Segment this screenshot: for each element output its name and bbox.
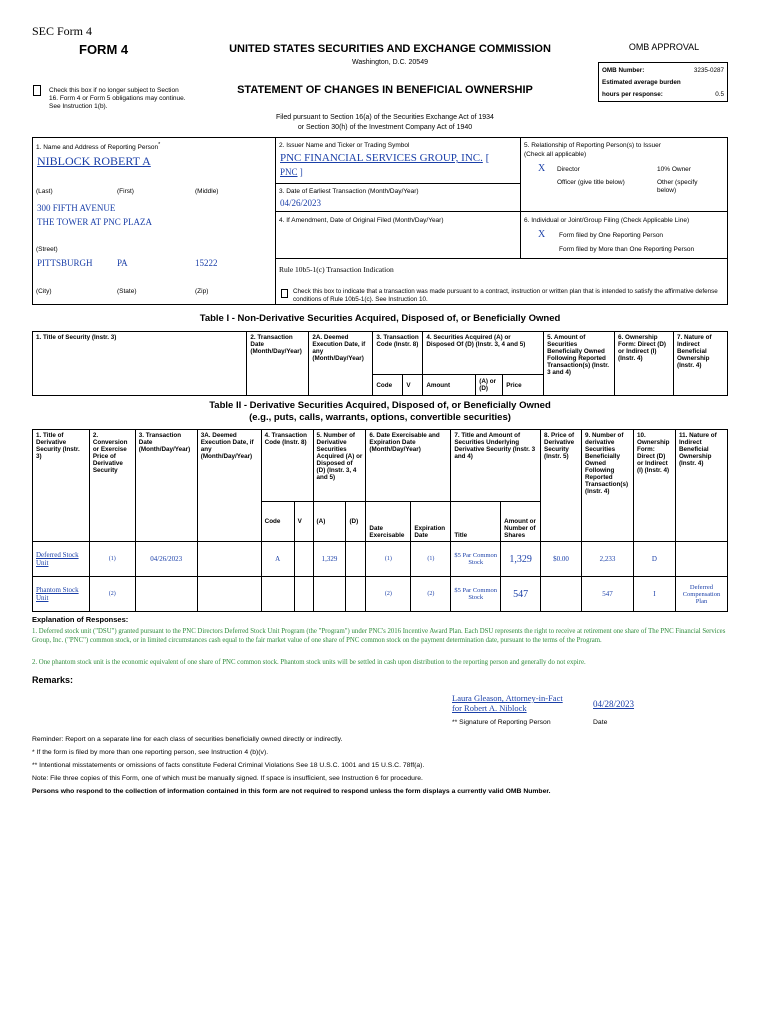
t2-r1-nature: Deferred Compensation Plan <box>675 577 727 612</box>
rule-10b5-box <box>275 258 728 305</box>
street-label: (Street) <box>36 246 58 253</box>
section16-checkbox[interactable] <box>33 85 41 96</box>
t2-col-date: 3. Transaction Date (Month/Day/Year) <box>135 430 197 542</box>
t2-col-deemed: 3A. Deemed Execution Date, if any (Month/Day/Year) <box>197 430 261 542</box>
footer-note-multiple: * If the form is filed by more than one reporting person, see Instruction 4 (b)(v). <box>32 749 269 756</box>
earliest-transaction-date: 04/26/2023 <box>280 198 322 208</box>
signature-label: ** Signature of Reporting Person <box>452 719 551 726</box>
relationship-box <box>520 137 728 212</box>
t2-r1-date <box>135 577 197 612</box>
signature-date: 04/28/2023 <box>593 699 635 709</box>
t2-r0-amount: 1,329 <box>501 542 541 577</box>
middle-label: (Middle) <box>195 188 219 195</box>
omb-hours-label: hours per response: <box>602 91 663 98</box>
t2-r1-a <box>313 577 346 612</box>
t2-col-owned: 9. Number of derivative Securities Beneficially Owned Following Reported Transaction(s) (Instr. 4) <box>582 430 634 542</box>
address-line-2: THE TOWER AT PNC PLAZA <box>37 217 153 227</box>
t2-r0-title: $5 Par Common Stock <box>451 542 501 577</box>
t2-r1-code <box>261 577 294 612</box>
explanation-title: Explanation of Responses: <box>32 615 129 624</box>
table1-title: Table I - Non-Derivative Securities Acquired, Disposed of, or Beneficially Owned <box>199 313 561 324</box>
t2-r0-owned: 2,233 <box>582 542 634 577</box>
more-person-label: Form filed by More than One Reporting Person <box>559 246 695 253</box>
t2-r1-conversion: (2) <box>89 577 135 612</box>
footer-omb-notice: Persons who respond to the collection of information contained in this form are not required to respond unless the form displays a currently valid OMB Number. <box>32 788 551 795</box>
filing-type-box <box>520 211 728 259</box>
t2-col-title: 1. Title of Derivative Security (Instr. 3) <box>33 430 90 542</box>
reporting-person-name[interactable]: NIBLOCK ROBERT A <box>37 154 151 168</box>
t2-r1-price <box>541 577 582 612</box>
t1-sub-v: V <box>403 375 423 396</box>
t2-r1-form: I <box>633 577 675 612</box>
earliest-transaction-box <box>275 183 521 212</box>
t2-sub-date-ex: Date Exercisable <box>366 502 411 542</box>
filed-pursuant-2: or Section 30(h) of the Investment Company Act of 1940 <box>297 124 473 131</box>
t2-r1-owned: 547 <box>582 577 634 612</box>
footer-note-copies: Note: File three copies of this Form, one of which must be manually signed. If space is insufficient, see Instruction 6 for procedure. <box>32 775 423 782</box>
bracket-open: [ <box>485 152 490 164</box>
t2-col-nature: 11. Nature of Indirect Beneficial Ownership (Instr. 4) <box>675 430 727 542</box>
t2-r0-form: D <box>633 542 675 577</box>
table1 <box>32 331 728 396</box>
table2-title <box>32 400 728 424</box>
filed-pursuant <box>200 113 570 133</box>
commission-location: Washington, D.C. 20549 <box>351 59 428 66</box>
signature-line-2: for Robert A. Niblock <box>452 703 527 713</box>
t1-col-amount-owned: 5. Amount of Securities Beneficially Owned Following Reported Transaction(s) (Instr. 3 and 4) <box>544 332 615 396</box>
t2-r0-date: 04/26/2023 <box>135 542 197 577</box>
amendment-box <box>275 211 521 259</box>
bracket-close: ] <box>299 167 303 177</box>
amendment-label: 4. If Amendment, Date of Original Filed (Month/Day/Year) <box>279 217 444 224</box>
omb-box <box>598 62 728 102</box>
address-line-1: 300 FIFTH AVENUE <box>37 203 116 213</box>
table2-title-2: (e.g., puts, calls, warrants, options, convertible securities) <box>249 412 511 423</box>
t1-col-deemed: 2A. Deemed Execution Date, if any (Month/Day/Year) <box>309 332 373 396</box>
signature-line-1: Laura Gleason, Attorney-in-Fact <box>452 693 563 703</box>
t2-r0-d <box>346 542 366 577</box>
t2-col-code: 4. Transaction Code (Instr. 8) <box>261 430 313 502</box>
table2 <box>32 429 728 612</box>
t2-r1-d <box>346 577 366 612</box>
state-label: (State) <box>117 288 137 295</box>
ticker-line <box>280 167 303 177</box>
footer-note-violations: ** Intentional misstatements or omissions of facts constitute Federal Criminal Violations See 18 U.S.C. 1001 and 15 U.S.C. 78ff(a). <box>32 762 425 769</box>
zip-label: (Zip) <box>195 288 209 295</box>
omb-title: OMB APPROVAL <box>628 42 700 52</box>
first-label: (First) <box>117 188 134 195</box>
t2-sub-v: V <box>294 502 313 542</box>
filing-type-label: 6. Individual or Joint/Group Filing (Check Applicable Line) <box>524 217 690 224</box>
zip-value: 15222 <box>195 258 218 268</box>
one-person-label: Form filed by One Reporting Person <box>559 232 664 239</box>
explanation-note-2: 2. One phantom stock unit is the economic equivalent of one share of PNC common stock. Phantom stock units will be settled in cash upon distribution to the reporting person and generally do not expire. <box>32 659 586 666</box>
table-row <box>33 542 728 577</box>
t2-r0-deemed <box>197 542 261 577</box>
t2-col-form: 10. Ownership Form: Direct (D) or Indirect (I) (Instr. 4) <box>633 430 675 542</box>
t2-r1-exercisable: (2) <box>366 577 411 612</box>
commission-title: UNITED STATES SECURITIES AND EXCHANGE COMMISSION <box>229 43 551 55</box>
t1-col-ownership-form: 6. Ownership Form: Direct (D) or Indirect (I) (Instr. 4) <box>615 332 674 396</box>
reporting-person-box <box>32 137 276 305</box>
omb-hours-value: 0.5 <box>715 91 724 98</box>
t2-sub-d: (D) <box>346 502 366 542</box>
t2-col-underlying: 7. Title and Amount of Securities Underlying Derivative Security (Instr. 3 and 4) <box>451 430 541 502</box>
ticker-symbol[interactable]: PNC <box>280 167 298 177</box>
t2-r0-price: $0.00 <box>541 542 582 577</box>
statement-title: STATEMENT OF CHANGES IN BENEFICIAL OWNERSHIP <box>237 84 533 96</box>
t1-sub-code: Code <box>373 375 403 396</box>
relationship-sub: (Check all applicable) <box>524 151 587 158</box>
t2-col-exercisable: 6. Date Exercisable and Expiration Date (Month/Day/Year) <box>366 430 451 502</box>
issuer-box <box>275 137 521 184</box>
t2-r1-v <box>294 577 313 612</box>
t2-r0-exercisable: (1) <box>366 542 411 577</box>
last-label: (Last) <box>36 188 53 195</box>
omb-burden-label: Estimated average burden <box>602 79 681 86</box>
t2-r1-security[interactable]: Phantom Stock Unit <box>33 577 90 612</box>
form-title: FORM 4 <box>79 42 129 57</box>
rule-10b5-text: Check this box to indicate that a transaction was made pursuant to a contract, instruction or written plan that is intended to satisfy the affirmative defense conditions of Rule 10b5-1(c). See Instruction 10. <box>293 288 718 303</box>
issuer-name-line <box>280 152 489 164</box>
t2-sub-a: (A) <box>313 502 346 542</box>
relationship-label: 5. Relationship of Reporting Person(s) to Issuer <box>524 142 661 149</box>
sec-form-label: SEC Form 4 <box>32 24 93 38</box>
footer-reminder: Reminder: Report on a separate line for each class of securities beneficially owned directly or indirectly. <box>32 736 343 743</box>
t2-r1-amount: 547 <box>501 577 541 612</box>
t1-col-code: 3. Transaction Code (Instr. 8) <box>373 332 423 375</box>
remarks-title: Remarks: <box>32 675 74 685</box>
explanation-note-1: 1. Deferred stock unit ("DSU") granted pursuant to the PNC Directors Deferred Stock Unit Program (the "Program") under PNC's 2016 Incentive Award Plan. Each DSU represents the right to receive at retirement one share of The PNC Financial Services Group, Inc. ("PNC") common stock, or in limited circumstances cash equal to the fair market value of one share of PNC common stock on the payment determination date, pursuant to the terms of the Program. <box>32 628 726 644</box>
t2-r0-a: 1,329 <box>313 542 346 577</box>
t2-sub-exp: Expiration Date <box>411 502 451 542</box>
t1-sub-aord: (A) or (D) <box>476 375 503 396</box>
t2-r1-expiration: (2) <box>411 577 451 612</box>
date-label: Date <box>593 719 608 726</box>
one-person-mark[interactable]: X <box>538 229 546 240</box>
t2-r0-nature <box>675 542 727 577</box>
t2-sub-code: Code <box>261 502 294 542</box>
section16-text: Check this box if no longer subject to Section 16. Form 4 or Form 5 obligations may continue. See Instruction 1(b). <box>49 87 186 110</box>
t2-r0-code: A <box>261 542 294 577</box>
t1-col-date: 2. Transaction Date (Month/Day/Year) <box>247 332 309 396</box>
issuer-name[interactable]: PNC FINANCIAL SERVICES GROUP, INC. <box>280 152 483 164</box>
signature <box>452 693 563 713</box>
t2-r0-conversion: (1) <box>89 542 135 577</box>
t2-r1-deemed <box>197 577 261 612</box>
director-label: Director <box>557 166 580 173</box>
t1-col-title: 1. Title of Security (Instr. 3) <box>33 332 247 396</box>
city-label: (City) <box>36 288 52 295</box>
rule-10b5-checkbox[interactable] <box>281 289 288 298</box>
table-row <box>33 577 728 612</box>
city-value: PITTSBURGH <box>37 258 93 268</box>
earliest-transaction-label: 3. Date of Earliest Transaction (Month/Day/Year) <box>279 188 419 195</box>
reporting-person-label: 1. Name and Address of Reporting Person* <box>36 142 161 152</box>
other-label: Other (specify below) <box>657 179 698 194</box>
footer <box>32 733 728 798</box>
ten-pct-owner-label: 10% Owner <box>657 166 691 173</box>
state-value: PA <box>117 258 128 268</box>
t1-sub-amount: Amount <box>423 375 476 396</box>
omb-number-value: 3235-0287 <box>693 67 724 74</box>
t2-sub-title: Title <box>451 502 501 542</box>
t2-r0-expiration: (1) <box>411 542 451 577</box>
omb-number-label: OMB Number: <box>602 67 645 74</box>
t1-col-acquired: 4. Securities Acquired (A) or Disposed Of (D) (Instr. 3, 4 and 5) <box>423 332 544 375</box>
issuer-label: 2. Issuer Name and Ticker or Trading Symbol <box>279 142 410 149</box>
t2-col-conversion: 2. Conversion or Exercise Price of Derivative Security <box>89 430 135 542</box>
filed-pursuant-1: Filed pursuant to Section 16(a) of the Securities Exchange Act of 1934 <box>276 114 494 121</box>
t2-col-number: 5. Number of Derivative Securities Acquired (A) or Disposed of (D) (Instr. 3, 4 and 5) <box>313 430 366 502</box>
table2-title-1: Table II - Derivative Securities Acquired, Disposed of, or Beneficially Owned <box>209 400 551 411</box>
t2-col-price: 8. Price of Derivative Security (Instr. 5) <box>541 430 582 542</box>
t2-r0-v <box>294 542 313 577</box>
director-mark[interactable]: X <box>538 163 546 174</box>
rule-10b5-label: Rule 10b5-1(c) Transaction Indication <box>279 265 394 274</box>
officer-label: Officer (give title below) <box>557 179 625 186</box>
t1-sub-price: Price <box>503 375 544 396</box>
t2-r1-title: $5 Par Common Stock <box>451 577 501 612</box>
t2-r0-security[interactable]: Deferred Stock Unit <box>33 542 90 577</box>
t1-col-nature: 7. Nature of Indirect Beneficial Ownership (Instr. 4) <box>673 332 727 396</box>
t2-sub-amount: Amount or Number of Shares <box>501 502 541 542</box>
